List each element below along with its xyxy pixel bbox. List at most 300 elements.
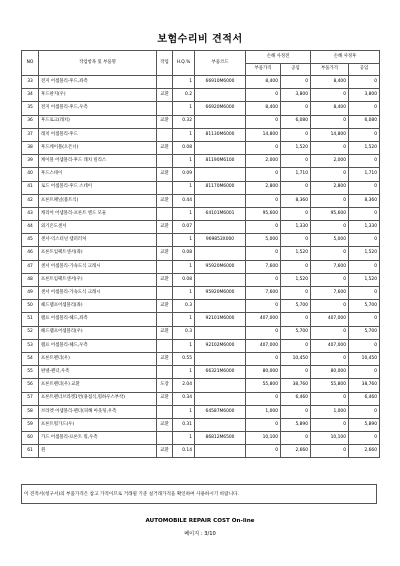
row-code: [195, 141, 246, 154]
row-no: 55: [22, 366, 39, 379]
row-work: 교환: [157, 273, 173, 286]
row-before-part-price: 8,400: [246, 102, 281, 115]
row-after-labor: 0: [349, 207, 380, 220]
row-hqty: 0.08: [173, 273, 195, 286]
row-code: [195, 247, 246, 260]
row-item: 센서-익스터널 템퍼러처: [39, 234, 157, 247]
row-after-labor: 0: [349, 155, 380, 168]
table-row: [22, 366, 380, 379]
row-code: 969853X000: [195, 234, 246, 247]
row-before-part-price: 0: [246, 418, 281, 431]
row-hqty: 0.44: [173, 194, 195, 207]
row-hqty: 0.3: [173, 300, 195, 313]
row-code: [195, 194, 246, 207]
row-item: 후드판지(우): [39, 89, 157, 102]
row-work: [157, 287, 173, 300]
row-item: 래치 어셈블리-후드: [39, 128, 157, 141]
table-row: [22, 445, 380, 458]
table-row: [22, 300, 380, 313]
row-item: 브라켓 어셈블리-펜더(피해 아웃팅,우측: [39, 405, 157, 418]
row-after-part-price: 2,000: [311, 155, 349, 168]
row-code: [195, 89, 246, 102]
row-item: 센서 어셈블리-가속도식 크래시: [39, 287, 157, 300]
row-before-labor: 6,080: [281, 115, 311, 128]
row-before-labor: 1,330: [281, 221, 311, 234]
row-work: [157, 405, 173, 418]
row-after-labor: 1,710: [349, 168, 380, 181]
row-no: 57: [22, 392, 39, 405]
row-no: 60: [22, 432, 39, 445]
row-before-labor: 8,360: [281, 194, 311, 207]
table-row: [22, 273, 380, 286]
row-code: 66920M6000: [195, 102, 246, 115]
row-item: 헤드램프어셈블리(우): [39, 326, 157, 339]
row-code: 86812M6500: [195, 432, 246, 445]
table-row: [22, 181, 380, 194]
header-after-labor: 공임: [349, 63, 380, 76]
row-work: [157, 366, 173, 379]
row-hqty: 0.2: [173, 89, 195, 102]
row-after-part-price: 8,400: [311, 76, 349, 89]
row-hqty: 1: [173, 313, 195, 326]
row-after-part-price: 7,600: [311, 287, 349, 300]
row-hqty: 1: [173, 234, 195, 247]
estimate-rows: [22, 76, 380, 458]
table-row: [22, 234, 380, 247]
header-after: 손해 사정후: [311, 51, 380, 64]
row-before-labor: 0: [281, 207, 311, 220]
row-work: [157, 339, 173, 352]
row-item: 프론트펜더브라켓1번(용접식,휠하우스부착): [39, 392, 157, 405]
row-work: 교환: [157, 392, 173, 405]
row-code: [195, 445, 246, 458]
row-after-labor: 5,700: [349, 326, 380, 339]
table-row: [22, 221, 380, 234]
row-after-part-price: 0: [311, 352, 349, 365]
row-code: 95920M6000: [195, 260, 246, 273]
table-row: [22, 326, 380, 339]
row-item: 헤드램프어셈블리(좌): [39, 300, 157, 313]
row-before-part-price: 0: [246, 247, 281, 260]
row-after-part-price: 0: [311, 221, 349, 234]
row-after-labor: 0: [349, 234, 380, 247]
row-no: 49: [22, 287, 39, 300]
row-after-part-price: 14,800: [311, 128, 349, 141]
table-row: [22, 339, 380, 352]
table-row: [22, 141, 380, 154]
row-code: [195, 392, 246, 405]
row-hqty: 1: [173, 432, 195, 445]
row-after-labor: 0: [349, 181, 380, 194]
row-no: 47: [22, 260, 39, 273]
row-before-labor: 0: [281, 366, 311, 379]
row-after-part-price: 407,000: [311, 313, 349, 326]
row-after-part-price: 95,600: [311, 207, 349, 220]
row-code: 64101M6001: [195, 207, 246, 220]
row-before-part-price: 2,000: [246, 155, 281, 168]
row-no: 50: [22, 300, 39, 313]
table-row: [22, 115, 380, 128]
row-item: 전지 어셈블리-후드,우측: [39, 102, 157, 115]
row-work: 교환: [157, 300, 173, 313]
row-hqty: 0.3: [173, 326, 195, 339]
row-after-labor: 2,660: [349, 445, 380, 458]
row-before-part-price: 0: [246, 168, 281, 181]
row-work: 교환: [157, 168, 173, 181]
row-after-labor: 38,760: [349, 379, 380, 392]
row-after-labor: 0: [349, 102, 380, 115]
row-work: [157, 432, 173, 445]
row-after-part-price: 0: [311, 326, 349, 339]
row-before-labor: 0: [281, 76, 311, 89]
row-no: 40: [22, 168, 39, 181]
row-before-part-price: 0: [246, 392, 281, 405]
row-hqty: 2.04: [173, 379, 195, 392]
row-no: 43: [22, 207, 39, 220]
row-code: [195, 300, 246, 313]
row-after-part-price: 1,000: [311, 405, 349, 418]
header-item: 작업항목 및 부품명: [39, 51, 157, 76]
row-hqty: 0.09: [173, 168, 195, 181]
row-after-part-price: 0: [311, 300, 349, 313]
row-code: 92102M6000: [195, 339, 246, 352]
row-item: 후드로크(래치): [39, 115, 157, 128]
row-after-part-price: 0: [311, 273, 349, 286]
row-before-part-price: 0: [246, 352, 281, 365]
table-row: [22, 207, 380, 220]
row-after-labor: 0: [349, 366, 380, 379]
row-item: 램프 어셈블리-헤드,우측: [39, 339, 157, 352]
row-before-labor: 1,520: [281, 141, 311, 154]
row-item: 프론트패널(불트식): [39, 194, 157, 207]
row-before-part-price: 0: [246, 445, 281, 458]
row-before-labor: 5,890: [281, 418, 311, 431]
row-before-labor: 0: [281, 260, 311, 273]
row-before-labor: 0: [281, 234, 311, 247]
row-code: 81130M6000: [195, 128, 246, 141]
row-before-part-price: 0: [246, 89, 281, 102]
row-after-part-price: 0: [311, 141, 349, 154]
row-before-part-price: 0: [246, 326, 281, 339]
row-after-labor: 1,330: [349, 221, 380, 234]
row-no: 41: [22, 181, 39, 194]
row-before-labor: 5,700: [281, 300, 311, 313]
row-no: 36: [22, 115, 39, 128]
row-after-labor: 0: [349, 313, 380, 326]
row-work: 교환: [157, 418, 173, 431]
row-before-part-price: 80,000: [246, 366, 281, 379]
row-before-labor: 2,660: [281, 445, 311, 458]
row-item: 케이블 어셈블리-후드 래치 릴리스: [39, 155, 157, 168]
page-number: 페이지 : 3/10: [184, 531, 216, 537]
row-code: [195, 168, 246, 181]
row-before-labor: 0: [281, 339, 311, 352]
row-work: 교환: [157, 247, 173, 260]
row-no: 45: [22, 234, 39, 247]
row-work: 교환: [157, 89, 173, 102]
row-hqty: 1: [173, 128, 195, 141]
row-hqty: 1: [173, 339, 195, 352]
row-before-labor: 6,460: [281, 392, 311, 405]
row-after-part-price: 55,800: [311, 379, 349, 392]
row-item: 캐리어 어셈블리-프론트 엔드 모듈: [39, 207, 157, 220]
header-work: 작업: [157, 51, 173, 76]
estimate-table: [21, 50, 380, 458]
row-before-part-price: 55,800: [246, 379, 281, 392]
row-no: 52: [22, 326, 39, 339]
row-work: 도장: [157, 379, 173, 392]
row-no: 44: [22, 221, 39, 234]
row-before-labor: 0: [281, 313, 311, 326]
row-work: 교환: [157, 141, 173, 154]
row-before-labor: 0: [281, 287, 311, 300]
row-after-part-price: 407,000: [311, 339, 349, 352]
row-item: 프론트임팩트센서(우): [39, 273, 157, 286]
row-work: [157, 76, 173, 89]
row-after-labor: 8,360: [349, 194, 380, 207]
row-after-labor: 0: [349, 260, 380, 273]
row-work: [157, 207, 173, 220]
row-item: 가드 어셈블리-프론트 휠,우측: [39, 432, 157, 445]
row-after-part-price: 0: [311, 247, 349, 260]
table-row: [22, 168, 380, 181]
header-hqty: H.Q.%: [173, 51, 195, 76]
header-after-part-price: 부품가격: [311, 63, 349, 76]
row-code: [195, 273, 246, 286]
row-after-part-price: 5,000: [311, 234, 349, 247]
row-work: [157, 260, 173, 273]
row-hqty: 0.55: [173, 352, 195, 365]
row-before-part-price: 0: [246, 300, 281, 313]
row-before-part-price: 2,800: [246, 181, 281, 194]
row-hqty: 0.34: [173, 392, 195, 405]
row-before-labor: 0: [281, 181, 311, 194]
row-code: [195, 115, 246, 128]
row-before-part-price: 407,000: [246, 339, 281, 352]
row-code: 66321M6000: [195, 366, 246, 379]
header-no: NO: [22, 51, 39, 76]
row-hqty: 0.32: [173, 115, 195, 128]
table-row: [22, 432, 380, 445]
row-before-labor: 0: [281, 405, 311, 418]
row-item: 후드스테이: [39, 168, 157, 181]
row-after-labor: 1,520: [349, 141, 380, 154]
row-hqty: 1: [173, 405, 195, 418]
row-before-labor: 1,710: [281, 168, 311, 181]
row-hqty: 0.08: [173, 141, 195, 154]
row-before-part-price: 8,400: [246, 76, 281, 89]
table-row: [22, 379, 380, 392]
price-notice: 이 견적서(청구서)의 부품가격은 참고 가격이므로 거래될 기준 실거래가격을 확인하여 사용하시기 바랍니다.: [21, 484, 377, 504]
row-no: 53: [22, 339, 39, 352]
row-before-part-price: 407,000: [246, 313, 281, 326]
page-title: 보험수리비 견적서: [157, 34, 243, 45]
row-after-labor: 0: [349, 76, 380, 89]
header-before-part-price: 부품가격: [246, 63, 281, 76]
row-no: 59: [22, 418, 39, 431]
table-row: [22, 392, 380, 405]
row-code: 95920M6000: [195, 287, 246, 300]
row-after-labor: 1,520: [349, 273, 380, 286]
row-no: 56: [22, 379, 39, 392]
row-before-part-price: 10,100: [246, 432, 281, 445]
row-before-labor: 1,520: [281, 273, 311, 286]
row-before-labor: 38,760: [281, 379, 311, 392]
row-before-labor: 0: [281, 128, 311, 141]
row-after-part-price: 0: [311, 445, 349, 458]
row-item: 램프 어셈블리-헤드,좌측: [39, 313, 157, 326]
row-before-labor: 5,700: [281, 326, 311, 339]
row-before-labor: 10,450: [281, 352, 311, 365]
row-code: 92101M6000: [195, 313, 246, 326]
row-no: 48: [22, 273, 39, 286]
row-no: 39: [22, 155, 39, 168]
row-no: 35: [22, 102, 39, 115]
row-after-part-price: 0: [311, 418, 349, 431]
row-hqty: 1: [173, 181, 195, 194]
row-item: 판넬-펜더,우측: [39, 366, 157, 379]
row-item: 프론트펜더(우): [39, 352, 157, 365]
table-row: [22, 128, 380, 141]
row-after-part-price: 10,100: [311, 432, 349, 445]
table-row: [22, 287, 380, 300]
row-work: 교환: [157, 115, 173, 128]
row-work: [157, 234, 173, 247]
footer-brand: AUTOMOBILE REPAIR COST On-line: [145, 518, 255, 524]
table-row: [22, 76, 380, 89]
row-item: 외기온도센서: [39, 221, 157, 234]
row-after-labor: 6,080: [349, 115, 380, 128]
row-after-labor: 0: [349, 287, 380, 300]
table-row: [22, 194, 380, 207]
row-no: 33: [22, 76, 39, 89]
row-before-labor: 3,800: [281, 89, 311, 102]
row-before-part-price: 7,600: [246, 287, 281, 300]
row-no: 37: [22, 128, 39, 141]
row-hqty: 1: [173, 287, 195, 300]
row-work: 교환: [157, 352, 173, 365]
row-work: 교환: [157, 221, 173, 234]
row-item: 휜: [39, 445, 157, 458]
row-after-labor: 0: [349, 339, 380, 352]
row-code: [195, 418, 246, 431]
table-row: [22, 313, 380, 326]
row-no: 61: [22, 445, 39, 458]
row-work: [157, 313, 173, 326]
table-row: [22, 260, 380, 273]
row-work: [157, 128, 173, 141]
row-code: [195, 352, 246, 365]
row-hqty: 1: [173, 155, 195, 168]
row-work: [157, 102, 173, 115]
row-item: 로드 어셈블리-후드 스테이: [39, 181, 157, 194]
row-after-part-price: 0: [311, 115, 349, 128]
row-no: 51: [22, 313, 39, 326]
table-row: [22, 352, 380, 365]
table-row: [22, 155, 380, 168]
row-code: 81170M6000: [195, 181, 246, 194]
row-after-labor: 3,800: [349, 89, 380, 102]
row-hqty: 0.08: [173, 247, 195, 260]
row-before-part-price: 0: [246, 221, 281, 234]
row-hqty: 0.31: [173, 418, 195, 431]
table-row: [22, 247, 380, 260]
row-before-part-price: 5,000: [246, 234, 281, 247]
row-item: 전지 어셈블리-후드,좌측: [39, 76, 157, 89]
row-after-part-price: 2,800: [311, 181, 349, 194]
row-after-part-price: 7,600: [311, 260, 349, 273]
row-no: 54: [22, 352, 39, 365]
row-hqty: 1: [173, 102, 195, 115]
table-row: [22, 89, 380, 102]
row-hqty: 0.07: [173, 221, 195, 234]
row-no: 42: [22, 194, 39, 207]
row-item: 프론트휠가드(우): [39, 418, 157, 431]
table-row: [22, 405, 380, 418]
row-no: 58: [22, 405, 39, 418]
row-no: 46: [22, 247, 39, 260]
row-code: 81190M6100: [195, 155, 246, 168]
row-hqty: 0.14: [173, 445, 195, 458]
row-after-labor: 5,890: [349, 418, 380, 431]
row-work: [157, 181, 173, 194]
row-before-part-price: 0: [246, 141, 281, 154]
row-hqty: 1: [173, 76, 195, 89]
row-before-part-price: 95,600: [246, 207, 281, 220]
row-before-labor: 0: [281, 432, 311, 445]
row-item: 센서 어셈블리-가속도식 크래시: [39, 260, 157, 273]
table-row: [22, 102, 380, 115]
row-item: 프론트펜더(우) 교환: [39, 379, 157, 392]
row-before-labor: 0: [281, 102, 311, 115]
row-after-part-price: 80,000: [311, 366, 349, 379]
row-after-labor: 1,520: [349, 247, 380, 260]
row-after-labor: 10,450: [349, 352, 380, 365]
row-before-part-price: 1,000: [246, 405, 281, 418]
row-after-part-price: 0: [311, 168, 349, 181]
row-before-part-price: 7,600: [246, 260, 281, 273]
row-work: 교환: [157, 445, 173, 458]
row-after-labor: 0: [349, 128, 380, 141]
row-hqty: 1: [173, 207, 195, 220]
row-code: [195, 221, 246, 234]
row-code: 66910M6000: [195, 76, 246, 89]
header-code: 부품코드: [195, 51, 246, 76]
row-after-part-price: 0: [311, 194, 349, 207]
row-work: 교환: [157, 326, 173, 339]
row-code: [195, 326, 246, 339]
row-before-part-price: 0: [246, 115, 281, 128]
row-before-part-price: 14,800: [246, 128, 281, 141]
row-after-labor: 0: [349, 405, 380, 418]
row-after-part-price: 0: [311, 392, 349, 405]
row-no: 34: [22, 89, 39, 102]
row-item: 후드케이블(오픈너): [39, 141, 157, 154]
row-after-labor: 5,700: [349, 300, 380, 313]
row-before-labor: 1,520: [281, 247, 311, 260]
row-item: 프론트임팩트센서(좌): [39, 247, 157, 260]
header-before-labor: 공임: [281, 63, 311, 76]
row-hqty: 1: [173, 260, 195, 273]
row-work: [157, 155, 173, 168]
row-work: 교환: [157, 194, 173, 207]
row-before-part-price: 0: [246, 194, 281, 207]
row-after-part-price: 0: [311, 89, 349, 102]
header-before: 손해 사정전: [246, 51, 311, 64]
row-before-part-price: 0: [246, 273, 281, 286]
row-code: [195, 379, 246, 392]
row-code: 64587M6000: [195, 405, 246, 418]
